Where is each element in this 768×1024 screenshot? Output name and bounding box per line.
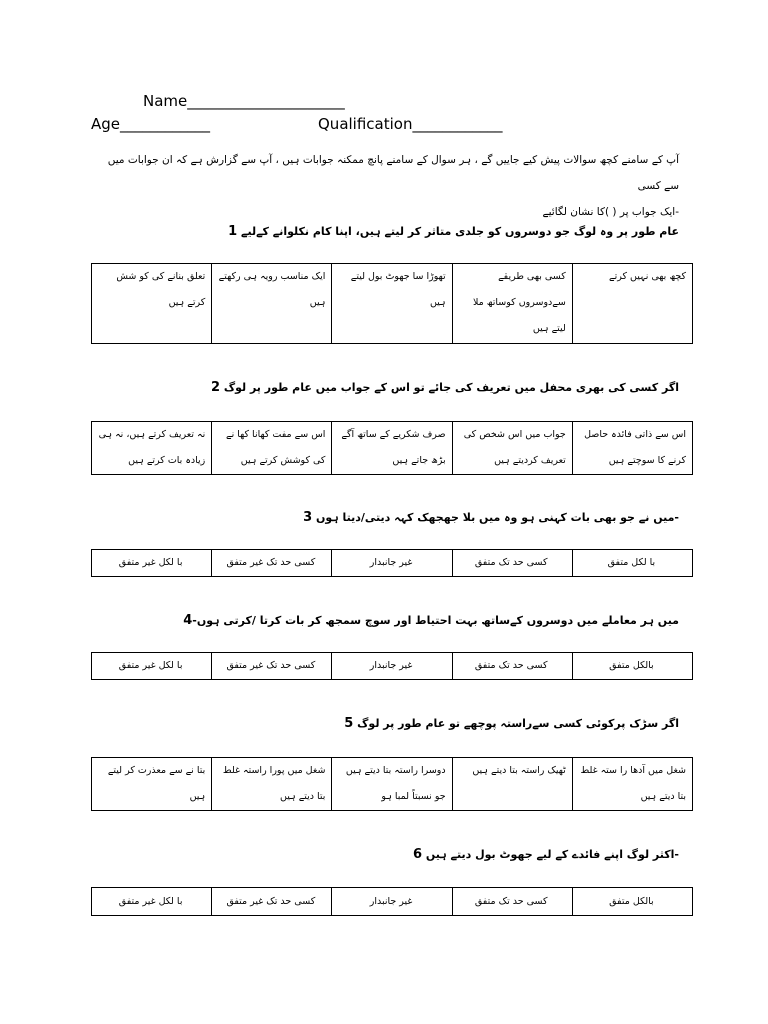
question-text: میں نے جو بھی بات کہنی ہو وہ میں بلا جھجھک کہہ دیتی/دیتا ہوں	[315, 511, 675, 524]
option-cell[interactable]: صرف شکریے کے ساتھ آگے بڑھ جاتے ہیں	[332, 422, 452, 475]
option-cell[interactable]: بالکل متفق	[572, 888, 692, 916]
option-cell[interactable]: با لکل متفق	[572, 550, 692, 577]
option-cell[interactable]: بتا نے سے معذرت کر لیتے ہیں	[92, 758, 212, 811]
question-4	[183, 613, 679, 628]
option-cell[interactable]: اس سے ذاتی فائدہ حاصل کرنے کا سوچتے ہیں	[572, 422, 692, 475]
question-3	[303, 510, 679, 525]
option-cell[interactable]: با لکل غیر متفق	[92, 653, 212, 680]
instructions-line-2: -ایک جواب پر ( )کا نشان لگائیے	[542, 206, 679, 218]
option-cell[interactable]: کسی حد تک متفق	[452, 888, 572, 916]
option-cell[interactable]: ایک مناسب رویہ ہی رکھتے ہیں	[212, 264, 332, 344]
option-cell[interactable]: غیر جانبدار	[332, 550, 452, 577]
options-table-4	[91, 652, 693, 680]
option-cell[interactable]: شغل میں پورا راستہ غلط بتا دیتے ہیں	[212, 758, 332, 811]
question-suffix: -	[192, 614, 197, 627]
option-cell[interactable]: با لکل غیر متفق	[92, 550, 212, 577]
option-cell[interactable]: کسی حد تک متفق	[452, 550, 572, 577]
question-1	[228, 224, 679, 239]
option-cell[interactable]: ٹھیک راستہ بتا دیتے ہیں	[452, 758, 572, 811]
question-text: اگر کسی کی بھری محفل میں تعریف کی جائے تو اس کے جواب میں عام طور پر لوگ	[223, 381, 679, 394]
option-cell[interactable]: غیر جانبدار	[332, 653, 452, 680]
option-cell[interactable]: جواب میں اس شخص کی تعریف کردیتے ہیں	[452, 422, 572, 475]
option-cell[interactable]: اس سے مفت کھانا کھا نے کی کوشش کرتے ہیں	[212, 422, 332, 475]
question-text: عام طور پر وہ لوگ جو دوسروں کو جلدی متاثر کر لیتے ہیں، اپنا کام نکلوانے کےلیے	[241, 225, 679, 238]
qualification-field-label: Qualification____________	[318, 115, 503, 133]
question-2	[211, 380, 679, 395]
question-number: 4	[183, 613, 193, 628]
options-table-3	[91, 549, 693, 577]
question-number: 2	[210, 380, 220, 395]
option-cell[interactable]: کچھ بھی نہیں کرتے	[572, 264, 692, 344]
question-number: 3	[303, 510, 313, 525]
option-cell[interactable]: شغل میں آدھا را ستہ غلط بتا دیتے ہیں	[572, 758, 692, 811]
question-prefix: -	[674, 511, 679, 524]
option-cell[interactable]: دوسرا راستہ بتا دیتے ہیں جو نسبتاً لمبا ہو	[332, 758, 452, 811]
question-prefix: -	[674, 848, 679, 861]
option-cell[interactable]: بالکل متفق	[572, 653, 692, 680]
question-number: 5	[344, 716, 354, 731]
option-cell[interactable]: کسی بھی طریقے سےدوسروں کوساتھ ملا لیتے ہیں	[452, 264, 572, 344]
question-number: 6	[413, 847, 423, 862]
option-cell[interactable]: تھوڑا سا جھوٹ بول لیتے ہیں	[332, 264, 452, 344]
options-table-2	[91, 421, 693, 475]
question-6	[413, 847, 679, 862]
options-table-5	[91, 757, 693, 811]
question-text: اگر سڑک پرکوئی کسی سےراستہ پوچھے تو عام طور پر لوگ	[357, 717, 679, 730]
option-cell[interactable]: تعلق بنانے کی کو شش کرتے ہیں	[92, 264, 212, 344]
option-cell[interactable]: کسی حد تک غیر متفق	[212, 550, 332, 577]
instructions	[91, 147, 679, 225]
option-cell[interactable]: نہ تعریف کرتے ہیں، نہ ہی زیادہ بات کرتے ہیں	[92, 422, 212, 475]
instructions-line-1: آپ کے سامنے کچھ سوالات پیش کیے جاییں گے ، ہر سوال کے سامنے پانچ ممکنہ جوابات ہیں ، آپ سے گزارش ہے کہ ان جوابات میں سے کسی	[107, 154, 679, 192]
options-table-6	[91, 887, 693, 916]
question-5	[344, 716, 679, 731]
option-cell[interactable]: کسی حد تک غیر متفق	[212, 888, 332, 916]
question-text: اکثر لوگ اپنے فائدے کے لیے جھوٹ بول دیتے ہیں	[425, 848, 675, 861]
question-number: 1	[228, 224, 238, 239]
question-text: میں ہر معاملے میں دوسروں کےساتھ بہت احتیاط اور سوچ سمجھ کر بات کرتا /کرتی ہوں	[196, 614, 679, 627]
option-cell[interactable]: کسی حد تک غیر متفق	[212, 653, 332, 680]
name-field-label: Name_____________________	[143, 92, 345, 110]
option-cell[interactable]: غیر جانبدار	[332, 888, 452, 916]
age-field-label: Age____________	[91, 115, 211, 133]
option-cell[interactable]: با لکل غیر متفق	[92, 888, 212, 916]
option-cell[interactable]: کسی حد تک متفق	[452, 653, 572, 680]
options-table-1	[91, 263, 693, 344]
